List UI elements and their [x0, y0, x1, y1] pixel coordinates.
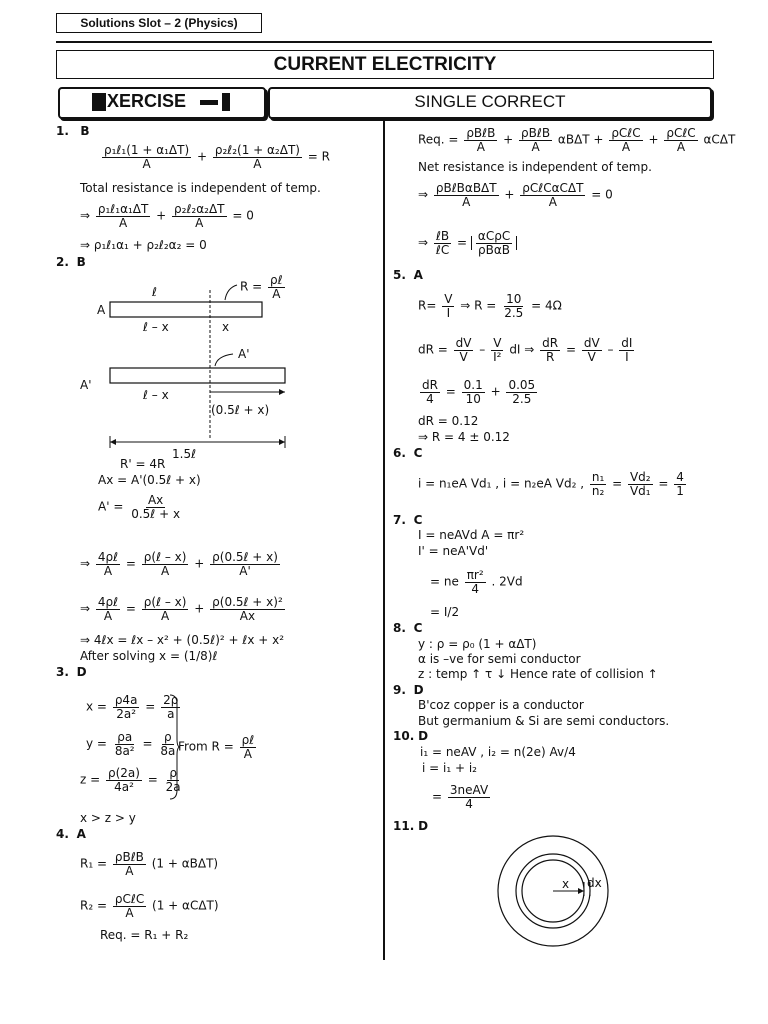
- exercise-block-icon: [92, 93, 106, 111]
- lbl-ell: ℓ: [152, 285, 157, 299]
- q11-answer: 11. D: [393, 819, 429, 833]
- lbl-a-prime-left: A': [80, 378, 92, 392]
- column-divider: [383, 120, 385, 960]
- lbl-r: R = $\frac{\text{ρℓ}}{A}$: [240, 273, 283, 301]
- q6-line1: i = n₁eA Vd₁ , i = n₂eA Vd₂ , $\frac{\text{n₁}}{\text{n₂}}$ = $\frac{\text{Vd₂}}{\text{Vd₁}}$ = $\frac{4}{1}$: [418, 470, 684, 498]
- q2-answer: 2. B: [56, 255, 86, 269]
- lbl-half-l-plus-x: (0.5ℓ + x): [211, 403, 270, 417]
- ap-leader: [215, 354, 233, 366]
- q2-e4: After solving x = (1/8)ℓ: [80, 649, 218, 663]
- q4-req: Req. = R₁ + R₂: [100, 928, 189, 942]
- section-pill: [268, 87, 712, 119]
- q7-answer: 7. C: [393, 513, 423, 527]
- q5-line1: R= $\frac{V}{I}$ ⇒ R = $\frac{10}{2.5}$ = 4Ω: [418, 292, 562, 320]
- q10-line2: i = i₁ + i₂: [422, 761, 477, 775]
- slot-label: Solutions Slot – 2 (Physics): [56, 13, 262, 33]
- q7-line2: I' = neA'Vd': [418, 544, 489, 558]
- rod-stretched: [110, 368, 285, 383]
- lbl-l-minus-x-2: ℓ – x: [143, 388, 169, 402]
- q10-line3: = $\frac{\text{3neAV}}{4}$: [432, 783, 489, 811]
- exercise-mark-icon: [222, 93, 230, 111]
- q2-e3: ⇒ 4ℓx = ℓx – x² + (0.5ℓ)² + ℓx + x²: [80, 633, 285, 647]
- q6-answer: 6. C: [393, 446, 423, 460]
- q5-line5: ⇒ R = 4 ± 0.12: [418, 430, 510, 444]
- q3-answer: 3. D: [56, 665, 87, 679]
- q4-r1: R₁ = $\frac{\text{ρBℓB}}{A}$ (1 + αBΔT): [80, 850, 219, 878]
- q1-answer: [56, 124, 90, 138]
- q3-x: x = $\frac{\rho 4a}{\text{2a²}}$ = $\frac{2\rho}{a}$: [86, 693, 179, 721]
- q7-line3: = ne $\frac{\text{πr²}}{4}$ . 2Vd: [430, 568, 523, 596]
- q5-line2: dR = $\frac{dV}{V}$ – $\frac{V}{\text{I²}}$ dI ⇒ $\frac{dR}{R}$ = $\frac{dV}{V}$ – $\frac{dI}{I}$: [418, 336, 633, 364]
- q7-line1: I = neAVd A = πr²: [418, 528, 525, 542]
- q4-cont-eq: ⇒ $\frac{\text{ρBℓBαBΔT}}{A}$ + $\frac{\text{ρCℓCαCΔT}}{A}$ = 0: [418, 181, 613, 209]
- lbl-ring-dx: dx: [587, 876, 602, 890]
- q5-answer: 5. A: [393, 268, 423, 282]
- section-label: SINGLE CORRECT: [414, 92, 566, 111]
- q3-y: y = $\frac{\rho a}{\text{8a²}}$ = $\frac{\rho}{8a}$: [86, 730, 176, 758]
- q10-answer: 10. D: [393, 729, 429, 743]
- q8-line1: y : ρ = ρ₀ (1 + αΔT): [418, 637, 537, 651]
- q2-r1: R' = 4R: [120, 457, 166, 471]
- q10-line1: i₁ = neAV , i₂ = n(2e) Av/4: [420, 745, 576, 759]
- q9-answer: 9. D: [393, 683, 424, 697]
- q8-line3: z : temp ↑ τ ↓ Hence rate of collision ↑: [418, 667, 658, 681]
- exercise-label: XERCISE: [107, 91, 187, 111]
- q9-line1: B'coz copper is a conductor: [418, 698, 584, 712]
- q8-line2: α is –ve for semi conductor: [418, 652, 581, 666]
- q1-line3: ⇒ $\frac{\text{ρ₁ℓ₁α₁ΔT}}{A}$ + $\frac{\text{ρ₂ℓ₂α₂ΔT}}{A}$ = 0: [80, 202, 254, 230]
- q2-r3: A' = $\frac{Ax}{\text{0.5ℓ + x}}$: [98, 493, 181, 521]
- q3-z: z = $\frac{\rho(2a)}{\text{4a²}}$ = $\frac{\rho}{2a}$: [80, 766, 181, 794]
- q2-e1: ⇒ $\frac{\text{4ρℓ}}{A}$ = $\frac{\text{ρ(ℓ – x)}}{A}$ + $\frac{\text{ρ(0.5ℓ + x)}}{A'}$: [80, 550, 278, 578]
- rod-original: [110, 302, 262, 317]
- q4-cont-ratio: ⇒ $\frac{\text{ℓB}}{\text{ℓC}}$ = $\frac{\text{αCρC}}{\text{ρBαB}}$: [418, 230, 517, 256]
- lbl-a-prime-top: A': [238, 347, 250, 361]
- q1-line1: $\frac{\text{ρ₁ℓ₁(1 + α₁ΔT)}}{A}$ + $\frac{\text{ρ₂ℓ₂(1 + α₂ΔT)}}{A}$ = R: [104, 143, 331, 171]
- q2-r2: Ax = A'(0.5ℓ + x): [98, 473, 201, 487]
- q7-line4: = I/2: [430, 605, 460, 619]
- q4-cont-line1: Req. = $\frac{\text{ρBℓB}}{A}$ + $\frac{\text{ρBℓB}}{A}$ αBΔT + $\frac{\text{ρCℓC}}{A}$ + $\frac{\text{ρCℓC}}{A}$ αCΔT: [418, 126, 736, 154]
- r-leader: [225, 285, 237, 300]
- q3-from: From R = $\frac{\text{ρℓ}}{A}$: [178, 733, 255, 761]
- q8-answer: 8. C: [393, 621, 423, 635]
- q11-ring-diagram: [496, 834, 610, 948]
- header-rule: [56, 41, 712, 43]
- q4-answer: 4. A: [56, 827, 86, 841]
- q9-line2: But germanium & Si are semi conductors.: [418, 714, 670, 728]
- q3-order: x > z > y: [80, 811, 136, 825]
- q4-r2: R₂ = $\frac{\text{ρCℓC}}{A}$ (1 + αCΔT): [80, 892, 219, 920]
- exercise-dash-icon: [200, 100, 218, 105]
- q4-cont-line2: Net resistance is independent of temp.: [418, 160, 652, 174]
- answer-letter: B: [80, 124, 90, 138]
- lbl-x: x: [222, 320, 230, 334]
- chapter-title: CURRENT ELECTRICITY: [56, 50, 714, 79]
- q5-line3: $\frac{dR}{4}$ = $\frac{0.1}{10}$ + $\frac{0.05}{2.5}$: [422, 378, 536, 406]
- lbl-l-minus-x: ℓ – x: [143, 320, 169, 334]
- lbl-a: A: [97, 303, 106, 317]
- lbl-ring-x: x: [562, 877, 570, 891]
- exercise-pill: [58, 87, 266, 119]
- q1-line4: ⇒ ρ₁ℓ₁α₁ + ρ₂ℓ₂α₂ = 0: [80, 238, 207, 252]
- lbl-one-point-five-l: 1.5ℓ: [172, 447, 197, 461]
- question-number: 1.: [56, 124, 69, 138]
- q1-line2: Total resistance is independent of temp.: [80, 181, 321, 195]
- q2-e2: ⇒ $\frac{\text{4ρℓ}}{A}$ = $\frac{\text{ρ(ℓ – x)}}{A}$ + $\frac{\text{ρ(0.5ℓ + x)²}}{Ax}$: [80, 595, 283, 623]
- q5-line4: dR = 0.12: [418, 414, 479, 428]
